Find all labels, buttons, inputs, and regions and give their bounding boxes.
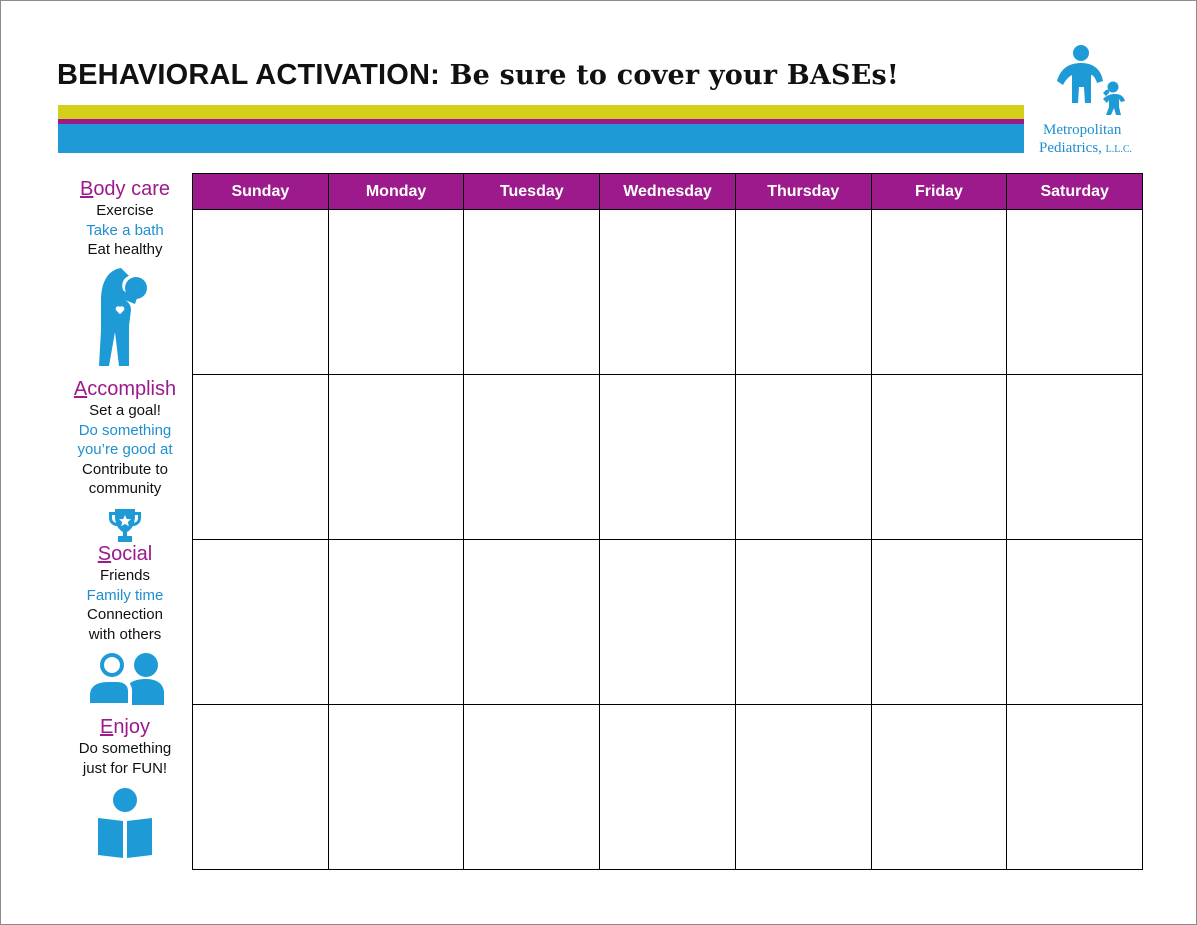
- category-social: [59, 542, 191, 705]
- logo-text: [1037, 121, 1155, 159]
- category-line: with others: [88, 625, 162, 643]
- logo-suffix: L.L.C.: [1105, 144, 1133, 155]
- calendar-cell[interactable]: [464, 210, 600, 374]
- category-title-rest: njoy: [113, 716, 151, 738]
- category-accomplish: [59, 377, 191, 544]
- calendar-cell[interactable]: [464, 540, 600, 704]
- two-people-icon: [86, 651, 164, 705]
- logo-line1: Metropolitan: [1043, 122, 1122, 138]
- calendar-cell[interactable]: [329, 210, 465, 374]
- category-line: Do something: [78, 740, 172, 757]
- day-header-thursday: Thursday: [736, 174, 872, 209]
- weekly-calendar: [192, 173, 1143, 870]
- day-header-friday: Friday: [872, 174, 1008, 209]
- person-reading-icon: [96, 788, 154, 858]
- calendar-cell[interactable]: [872, 375, 1008, 539]
- row-body-care: [192, 210, 1143, 375]
- category-body-care: [59, 177, 191, 370]
- category-title: [59, 177, 191, 201]
- calendar-cell[interactable]: [736, 375, 872, 539]
- category-initial: B: [79, 178, 94, 200]
- calendar-cell[interactable]: [736, 705, 872, 869]
- category-line: you’re good at: [77, 441, 173, 458]
- calendar-cell[interactable]: [600, 375, 736, 539]
- category-line: Eat healthy: [87, 241, 163, 258]
- category-initial: E: [99, 716, 114, 738]
- calendar-cell[interactable]: [736, 540, 872, 704]
- calendar-cell[interactable]: [736, 210, 872, 374]
- row-accomplish: [192, 375, 1143, 540]
- calendar-cell[interactable]: [1007, 210, 1142, 374]
- category-line: Do something: [78, 421, 172, 439]
- calendar-cell[interactable]: [329, 705, 465, 869]
- category-enjoy: [59, 715, 191, 858]
- calendar-cell[interactable]: [329, 375, 465, 539]
- calendar-cell[interactable]: [193, 705, 329, 869]
- day-header-monday: Monday: [329, 174, 465, 209]
- category-title: [59, 542, 191, 566]
- category-line: Exercise: [96, 202, 154, 219]
- calendar-cell[interactable]: [464, 375, 600, 539]
- day-header-sunday: Sunday: [193, 174, 329, 209]
- category-line: Family time: [86, 586, 164, 604]
- category-line: community: [88, 480, 162, 497]
- category-initial: A: [73, 378, 88, 400]
- category-title: [59, 377, 191, 401]
- calendar-cell[interactable]: [872, 705, 1008, 869]
- logo-line2: Pediatrics,: [1039, 140, 1102, 156]
- calendar-cell[interactable]: [872, 540, 1008, 704]
- category-title: [59, 715, 191, 739]
- calendar-cell[interactable]: [464, 705, 600, 869]
- stretching-person-icon: [95, 266, 155, 370]
- calendar-cell[interactable]: [1007, 375, 1142, 539]
- category-line: Set a goal!: [89, 402, 161, 419]
- category-initial: S: [97, 543, 112, 565]
- calendar-cell[interactable]: [1007, 705, 1142, 869]
- calendar-cell[interactable]: [329, 540, 465, 704]
- category-line: Friends: [99, 567, 151, 584]
- calendar-cell[interactable]: [193, 375, 329, 539]
- trophy-icon: [107, 508, 143, 544]
- row-enjoy: [192, 705, 1143, 870]
- day-header-saturday: Saturday: [1040, 182, 1109, 200]
- category-title-rest: ocial: [111, 543, 153, 565]
- calendar-cell[interactable]: [600, 705, 736, 869]
- page-title-rest: Be sure to cover your BASEs!: [440, 60, 899, 91]
- category-line: Contribute to: [82, 460, 168, 478]
- blue-stripe: [58, 124, 1024, 153]
- yellow-stripe: [58, 105, 1024, 119]
- category-title-rest: ccomplish: [87, 378, 177, 400]
- category-line: Take a bath: [86, 221, 164, 239]
- category-line: just for FUN!: [82, 759, 168, 777]
- day-header-wednesday: Wednesday: [600, 174, 736, 209]
- calendar-cell[interactable]: [600, 210, 736, 374]
- calendar-cell[interactable]: [600, 540, 736, 704]
- calendar-cell[interactable]: [872, 210, 1008, 374]
- page-title-bold: BEHAVIORAL ACTIVATION:: [57, 59, 441, 91]
- category-line: Connection: [87, 606, 163, 623]
- category-title-rest: ody care: [93, 178, 171, 200]
- day-header-tuesday: Tuesday: [464, 174, 600, 209]
- calendar-cell[interactable]: [1007, 540, 1142, 704]
- calendar-header: [192, 173, 1143, 210]
- page-title: [57, 59, 899, 92]
- row-social: [192, 540, 1143, 705]
- calendar-cell[interactable]: [193, 210, 329, 374]
- calendar-cell[interactable]: [193, 540, 329, 704]
